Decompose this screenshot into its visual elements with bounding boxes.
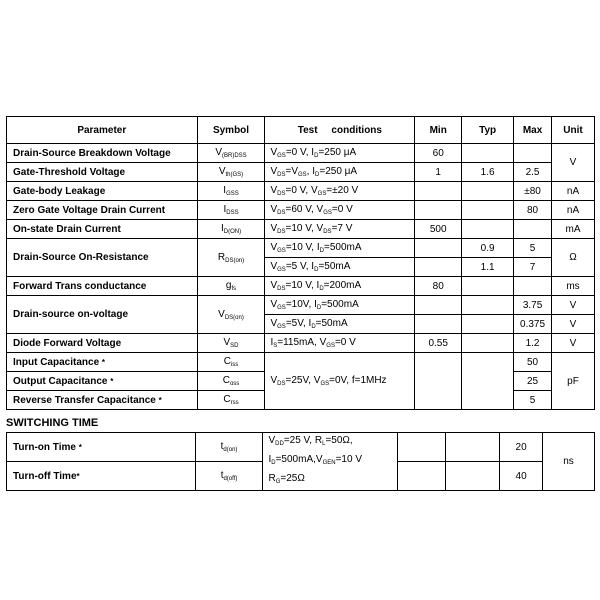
header-typ: Typ [462, 117, 514, 144]
typ-cell [462, 277, 514, 296]
unit-cell: V [552, 144, 595, 182]
min-cell: 60 [415, 144, 462, 163]
param-cell: Gate-Threshold Voltage [7, 163, 198, 182]
typ-cell [462, 144, 514, 163]
header-min: Min [415, 117, 462, 144]
param-cell: Output Capacitance * [7, 372, 198, 391]
electrical-characteristics-table [6, 116, 595, 410]
min-cell [415, 239, 462, 258]
max-cell [514, 144, 552, 163]
min-cell [398, 433, 446, 462]
symbol-cell: $C_{rss}$ [197, 391, 265, 410]
symbol-cell: $I_{GSS}$ [197, 182, 265, 201]
param-cell: Forward Trans conductance [7, 277, 198, 296]
symbol-cell: $V_{SD}$ [197, 334, 265, 353]
max-cell: 3.75 [514, 296, 552, 315]
param-cell: Drain-Source On-Resistance [7, 239, 198, 277]
max-cell: 5 [514, 391, 552, 410]
max-cell: 2.5 [514, 163, 552, 182]
param-cell: Gate-body Leakage [7, 182, 198, 201]
header-unit: Unit [552, 117, 595, 144]
max-cell: 7 [514, 258, 552, 277]
min-cell: 500 [415, 220, 462, 239]
table-row [7, 201, 595, 220]
table-row [7, 277, 595, 296]
header-symbol: Symbol [197, 117, 265, 144]
typ-cell: 1.6 [462, 163, 514, 182]
param-cell: Drain-Source Breakdown Voltage [7, 144, 198, 163]
table-row [7, 296, 595, 315]
unit-cell: V [552, 334, 595, 353]
param-cell: Zero Gate Voltage Drain Current [7, 201, 198, 220]
header-row [7, 117, 595, 144]
max-cell: 40 [500, 462, 543, 491]
max-cell: 1.2 [514, 334, 552, 353]
symbol-cell: $C_{oss}$ [197, 372, 265, 391]
min-cell: 1 [415, 163, 462, 182]
conditions-cell: $V_{DS}=10$ V, $I_D=200mA$ [265, 277, 415, 296]
typ-cell [462, 182, 514, 201]
conditions-cell: $V_{DS}=0$ V, $V_{GS}=\pm 20$ V [265, 182, 415, 201]
min-cell [415, 353, 462, 410]
conditions-cell: $V_{GS}=10V$, $I_D=500mA$ [265, 296, 415, 315]
typ-cell [446, 433, 500, 462]
unit-cell: nA [552, 182, 595, 201]
max-cell [514, 277, 552, 296]
table-row [7, 220, 595, 239]
max-cell: 80 [514, 201, 552, 220]
header-max: Max [514, 117, 552, 144]
conditions-cell: $V_{GS}=5$ V, $I_D=50mA$ [265, 258, 415, 277]
max-cell: ±80 [514, 182, 552, 201]
typ-cell [462, 315, 514, 334]
header-conditions: Test conditions [265, 117, 415, 144]
param-cell: Input Capacitance * [7, 353, 198, 372]
symbol-cell: $V_{th(GS)}$ [197, 163, 265, 182]
symbol-cell: $R_{DS(on)}$ [197, 239, 265, 277]
table-row [7, 334, 595, 353]
conditions-cell: $V_{DD}=25$ V, $R_L=50\Omega$, $I_D=500mA,V_{GEN}=10$ V $R_G=25\Omega$ [263, 433, 398, 491]
param-cell: Turn-on Time * [7, 433, 196, 462]
typ-cell: 0.9 [462, 239, 514, 258]
min-cell [415, 296, 462, 315]
table-row [7, 182, 595, 201]
conditions-cell: $I_S=115mA$, $V_{GS}=0$ V [265, 334, 415, 353]
unit-cell: Ω [552, 239, 595, 277]
typ-cell: 1.1 [462, 258, 514, 277]
param-cell: Turn-off Time* [7, 462, 196, 491]
min-cell [415, 315, 462, 334]
min-cell [415, 182, 462, 201]
max-cell: 20 [500, 433, 543, 462]
table-row [7, 353, 595, 372]
unit-cell: ns [543, 433, 595, 491]
table-row [7, 144, 595, 163]
max-cell: 50 [514, 353, 552, 372]
unit-cell: ms [552, 277, 595, 296]
param-cell: On-state Drain Current [7, 220, 198, 239]
symbol-cell: $V_{(BR)DSS}$ [197, 144, 265, 163]
symbol-cell: $g_{fs}$ [197, 277, 265, 296]
min-cell [415, 258, 462, 277]
unit-cell: V [552, 315, 595, 334]
table-row [7, 239, 595, 258]
conditions-cell: $V_{GS}=0$ V, $I_D=250$ μA [265, 144, 415, 163]
min-cell [398, 462, 446, 491]
conditions-cell: $V_{DS}=60$ V, $V_{GS}=0$ V [265, 201, 415, 220]
symbol-cell: $C_{iss}$ [197, 353, 265, 372]
unit-cell: mA [552, 220, 595, 239]
symbol-cell: $I_{D(ON)}$ [197, 220, 265, 239]
typ-cell [462, 353, 514, 410]
symbol-cell: $t_{d(off)}$ [195, 462, 263, 491]
param-cell: Reverse Transfer Capacitance * [7, 391, 198, 410]
max-cell: 25 [514, 372, 552, 391]
conditions-cell: $V_{DS}=25V$, $V_{GS}=0V$, f=1MHz [265, 353, 415, 410]
table-row [7, 163, 595, 182]
param-cell: Diode Forward Voltage [7, 334, 198, 353]
typ-cell [462, 334, 514, 353]
conditions-cell: $V_{GS}=5V$, $I_D=50mA$ [265, 315, 415, 334]
typ-cell [446, 462, 500, 491]
param-cell: Drain-source on-voltage [7, 296, 198, 334]
min-cell: 80 [415, 277, 462, 296]
conditions-cell: $V_{DS}=10$ V, $V_{DS}=7$ V [265, 220, 415, 239]
typ-cell [462, 220, 514, 239]
conditions-cell: $V_{GS}=10$ V, $I_D=500mA$ [265, 239, 415, 258]
typ-cell [462, 296, 514, 315]
symbol-cell: $I_{DSS}$ [197, 201, 265, 220]
min-cell [415, 201, 462, 220]
unit-cell: pF [552, 353, 595, 410]
unit-cell: V [552, 296, 595, 315]
min-cell: 0.55 [415, 334, 462, 353]
typ-cell [462, 201, 514, 220]
switching-time-title: SWITCHING TIME [6, 417, 99, 429]
max-cell [514, 220, 552, 239]
table-row [7, 433, 595, 462]
unit-cell: nA [552, 201, 595, 220]
header-parameter: Parameter [7, 117, 198, 144]
max-cell: 5 [514, 239, 552, 258]
symbol-cell: $t_{d(on)}$ [195, 433, 263, 462]
symbol-cell: $V_{DS(on)}$ [197, 296, 265, 334]
conditions-cell: $V_{DS}=V_{GS}$, $I_D=250$ μA [265, 163, 415, 182]
max-cell: 0.375 [514, 315, 552, 334]
switching-time-table [6, 432, 595, 491]
